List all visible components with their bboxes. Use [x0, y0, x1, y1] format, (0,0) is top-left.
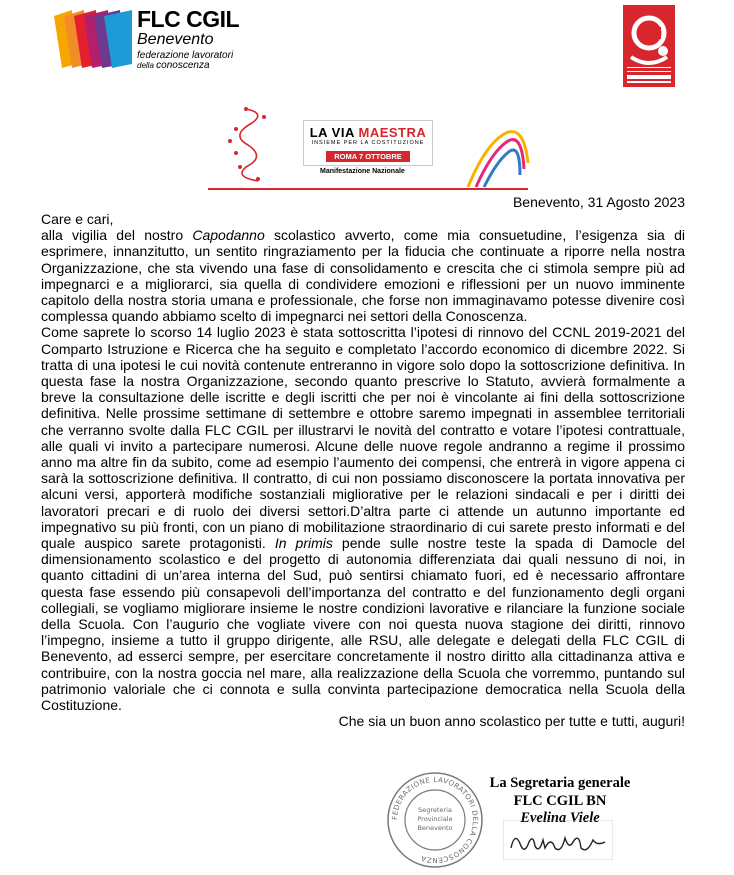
cgil-benevento-emblem-icon — [623, 5, 675, 87]
handwritten-signature-icon — [503, 820, 613, 860]
letter-body — [41, 211, 685, 730]
via-maestra-title: LA VIA MAESTRA — [309, 125, 427, 140]
letter-paragraph-1: alla vigilia del nostro Capodanno scolastico avverto, come mia consuetudine, l’esigenza sia di esprimere, innanzitutto, un sentito ringraziamento per la fiducia che continuate a riporre nella nostra Organizzazione, che sta vivendo una fase di consolidamento e crescita che ci stimola sempre più ad impegnarci e a migliorarci, sia quella di condividere emozioni e riflessioni per un nuovo imminente capitolo della nostra storia umana e professionale, che forse non immaginavamo potesse divenire così complessa quando abbiamo scelto di impegnarci nei settori della Conoscenza. — [41, 227, 685, 325]
letter-greeting: Care e cari, — [41, 211, 114, 227]
signatory-role: La Segretaria generale — [489, 775, 631, 791]
org-identity — [137, 8, 239, 71]
org-subtitle-1: federazione lavoratori — [137, 50, 234, 61]
org-subtitle-2: della conoscenza — [137, 60, 210, 71]
via-maestra-event-label: Manifestazione Nazionale — [320, 168, 405, 175]
via-maestra-tagline: INSIEME PER LA COSTITUZIONE — [311, 140, 425, 146]
stamp-center-text: Segreteria Provinciale Benevento — [417, 806, 453, 832]
signatory-org: FLC CGIL BN — [513, 792, 607, 809]
letterhead — [0, 0, 734, 100]
stamp-ring-text: FEDERAZIONE LAVORATORI DELLA CONOSCENZA — [390, 775, 480, 865]
flc-cgil-logo-icon — [52, 8, 132, 70]
org-city: Benevento — [137, 31, 214, 48]
via-maestra-date-badge: ROMA 7 OTTOBRE — [326, 151, 410, 162]
letter-closing: Che sia un buon anno scolastico per tutte e tutti, auguri! — [338, 713, 685, 730]
via-maestra-title-box — [303, 120, 433, 166]
letter-paragraph-2: Come saprete lo scorso 14 luglio 2023 è stata sottoscritta l’ipotesi di rinnovo del CCNL 2019-2021 del Comparto Istruzione e Ricerca che ha seguito e completato l’accordo economico di dicembre 2022. Si tratta di una ipotesi le cui novità contenute entreranno in vigore solo dopo la sottoscrizione definitiva. In questa fase la nostra Organizzazione, secondo quanto prescrive lo Statuto, avvierà formalmente a breve la consultazione delle iscritte e degli iscritti che per noi è vincolante ai fini della sottoscrizione definitiva. Nelle prossime settimane di settembre e ottobre saremo impegnati in assemblee territoriali che verranno svolte dalla FLC CGIL per illustrarvi le novità del contratto e votare l’ipotesi contrattuale, alle quali vi invito a partecipare numerosi. Alcune delle nuove regole andranno a regime il prossimo anno ma altre fin da subito, come ad esempio l’aumento dei compensi, che entrerà in vigore appena ci sarà la sottoscrizione definitiva. Il contratto, di cui non possiamo disconoscere la portata innovativa per alcuni versi, apporterà modifiche sostanziali migliorative per le relazioni sindacali e per i diritti dei lavoratori precari e di ruolo dei diversi settori.D’altra parte ci attende un autunno importante ed impegnativo su più fronti, con un piano di mobilitazione straordinario di cui sarete presto informati e del quale auspico sarete protagonisti. In primis pende sulle nostre teste la spada di Damocle del dimensionamento scolastico e del progetto di autonomia differenziata dai quali nessuno di noi, in quanto cittadini di un’area interna del Sud, può sentirsi chiamato fuori, ed è necessario affrontare questa fase essendo più consapevoli dell’importanza del contratto e del funzionamento degli organi collegiali, se vogliamo migliorare insieme le nostre condizioni lavorative e rilanciare la funzione sociale della Scuola. Con l’augurio che vogliate vivere con noi questa nuova stagione dei diritti, rinnovo l’impegno, insieme a tutto il gruppo dirigente, alle RSU, alle delegate e delegati della FLC CGIL di Benevento, ad esserci sempre, per esercitare concretamente il nostro diritto alla cittadinanza attiva e contribuire, con la nostra goccia nel mare, alla realizzazione della Scuola che vorremmo, puntando sul patrimonio valoriale che ci connota e sulla convinta partecipazione democratica nella Scuola della Costituzione. — [41, 324, 686, 714]
letter-date: Benevento, 31 Agosto 2023 — [512, 194, 685, 210]
signatory-name: Evelina Viele — [520, 810, 600, 826]
org-name: FLC CGIL — [137, 6, 240, 32]
